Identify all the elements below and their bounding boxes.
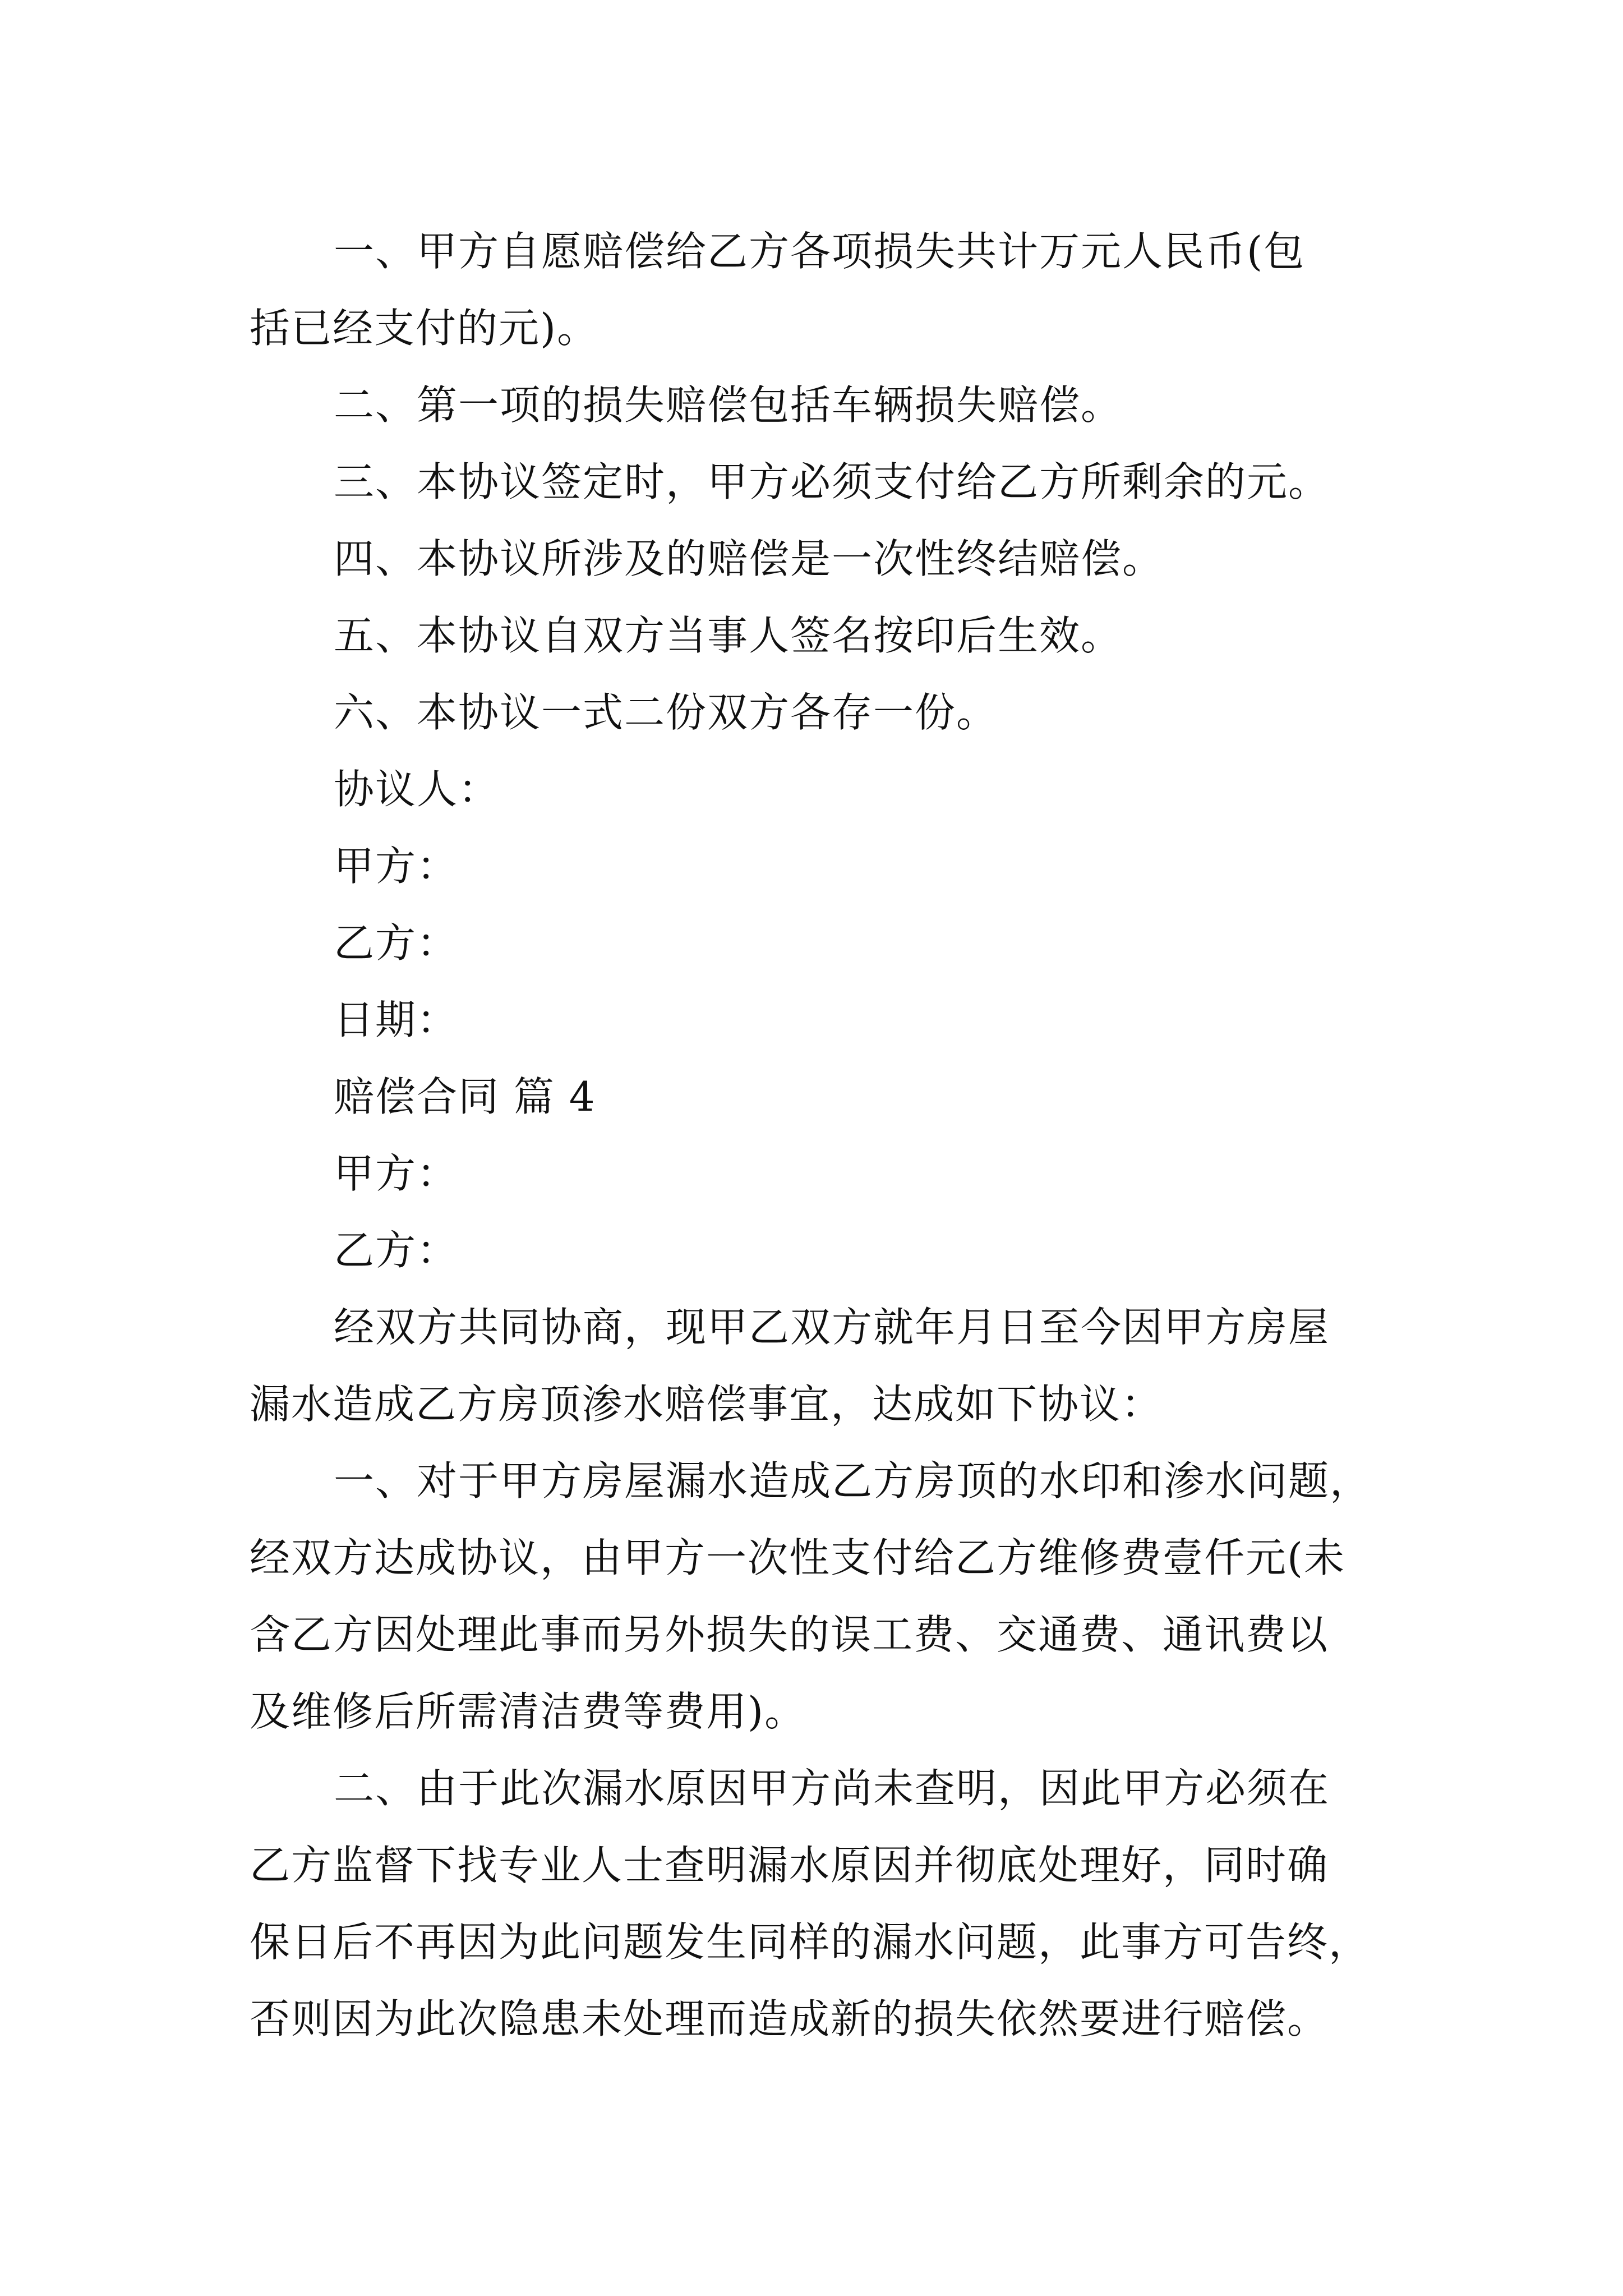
- text-line: 甲方：: [334, 843, 459, 890]
- text-line: 保日后不再因为此问题发生同样的漏水问题，此事方可告终，: [250, 1918, 1371, 1966]
- text-line: 漏水造成乙方房顶渗水赔偿事宜，达成如下协议：: [250, 1381, 1163, 1428]
- text-line: 括已经支付的元)。: [250, 305, 599, 352]
- text-line: 否则因为此次隐患未处理而造成新的损失依然要进行赔偿。: [250, 1995, 1329, 2042]
- document-body: [250, 213, 1377, 2058]
- text-line: 协议人：: [334, 766, 500, 813]
- text-line: 四、本协议所涉及的赔偿是一次性终结赔偿。: [334, 535, 1164, 582]
- text-line: 乙方：: [334, 919, 459, 967]
- text-line: 五、本协议自双方当事人签名按印后生效。: [334, 612, 1123, 659]
- text-line: 六、本协议一式二份双方各存一份。: [334, 689, 998, 736]
- text-line: 乙方：: [334, 1227, 459, 1274]
- text-line: 乙方监督下找专业人士查明漏水原因并彻底处理好，同时确: [250, 1842, 1329, 1889]
- text-line: 含乙方因处理此事而另外损失的误工费、交通费、通讯费以: [250, 1611, 1329, 1658]
- text-line: 一、甲方自愿赔偿给乙方各项损失共计万元人民币(包: [334, 228, 1306, 275]
- text-line: 二、由于此次漏水原因甲方尚未查明，因此甲方必须在: [334, 1765, 1330, 1812]
- text-line: 三、本协议签定时，甲方必须支付给乙方所剩余的元。: [334, 458, 1330, 505]
- text-line: 二、第一项的损失赔偿包括车辆损失赔偿。: [334, 381, 1123, 429]
- text-line: 经双方达成协议，由甲方一次性支付给乙方维修费壹仟元(未: [250, 1534, 1346, 1581]
- text-line: 甲方：: [334, 1150, 459, 1197]
- text-line: 日期：: [334, 996, 459, 1043]
- text-line: 经双方共同协商，现甲乙双方就年月日至今因甲方房屋: [334, 1304, 1330, 1351]
- text-line: 一、对于甲方房屋漏水造成乙方房顶的水印和渗水问题，: [334, 1457, 1372, 1504]
- text-line: 及维修后所需清洁费等费用)。: [250, 1688, 806, 1735]
- text-line: 赔偿合同 篇 4: [334, 1073, 596, 1120]
